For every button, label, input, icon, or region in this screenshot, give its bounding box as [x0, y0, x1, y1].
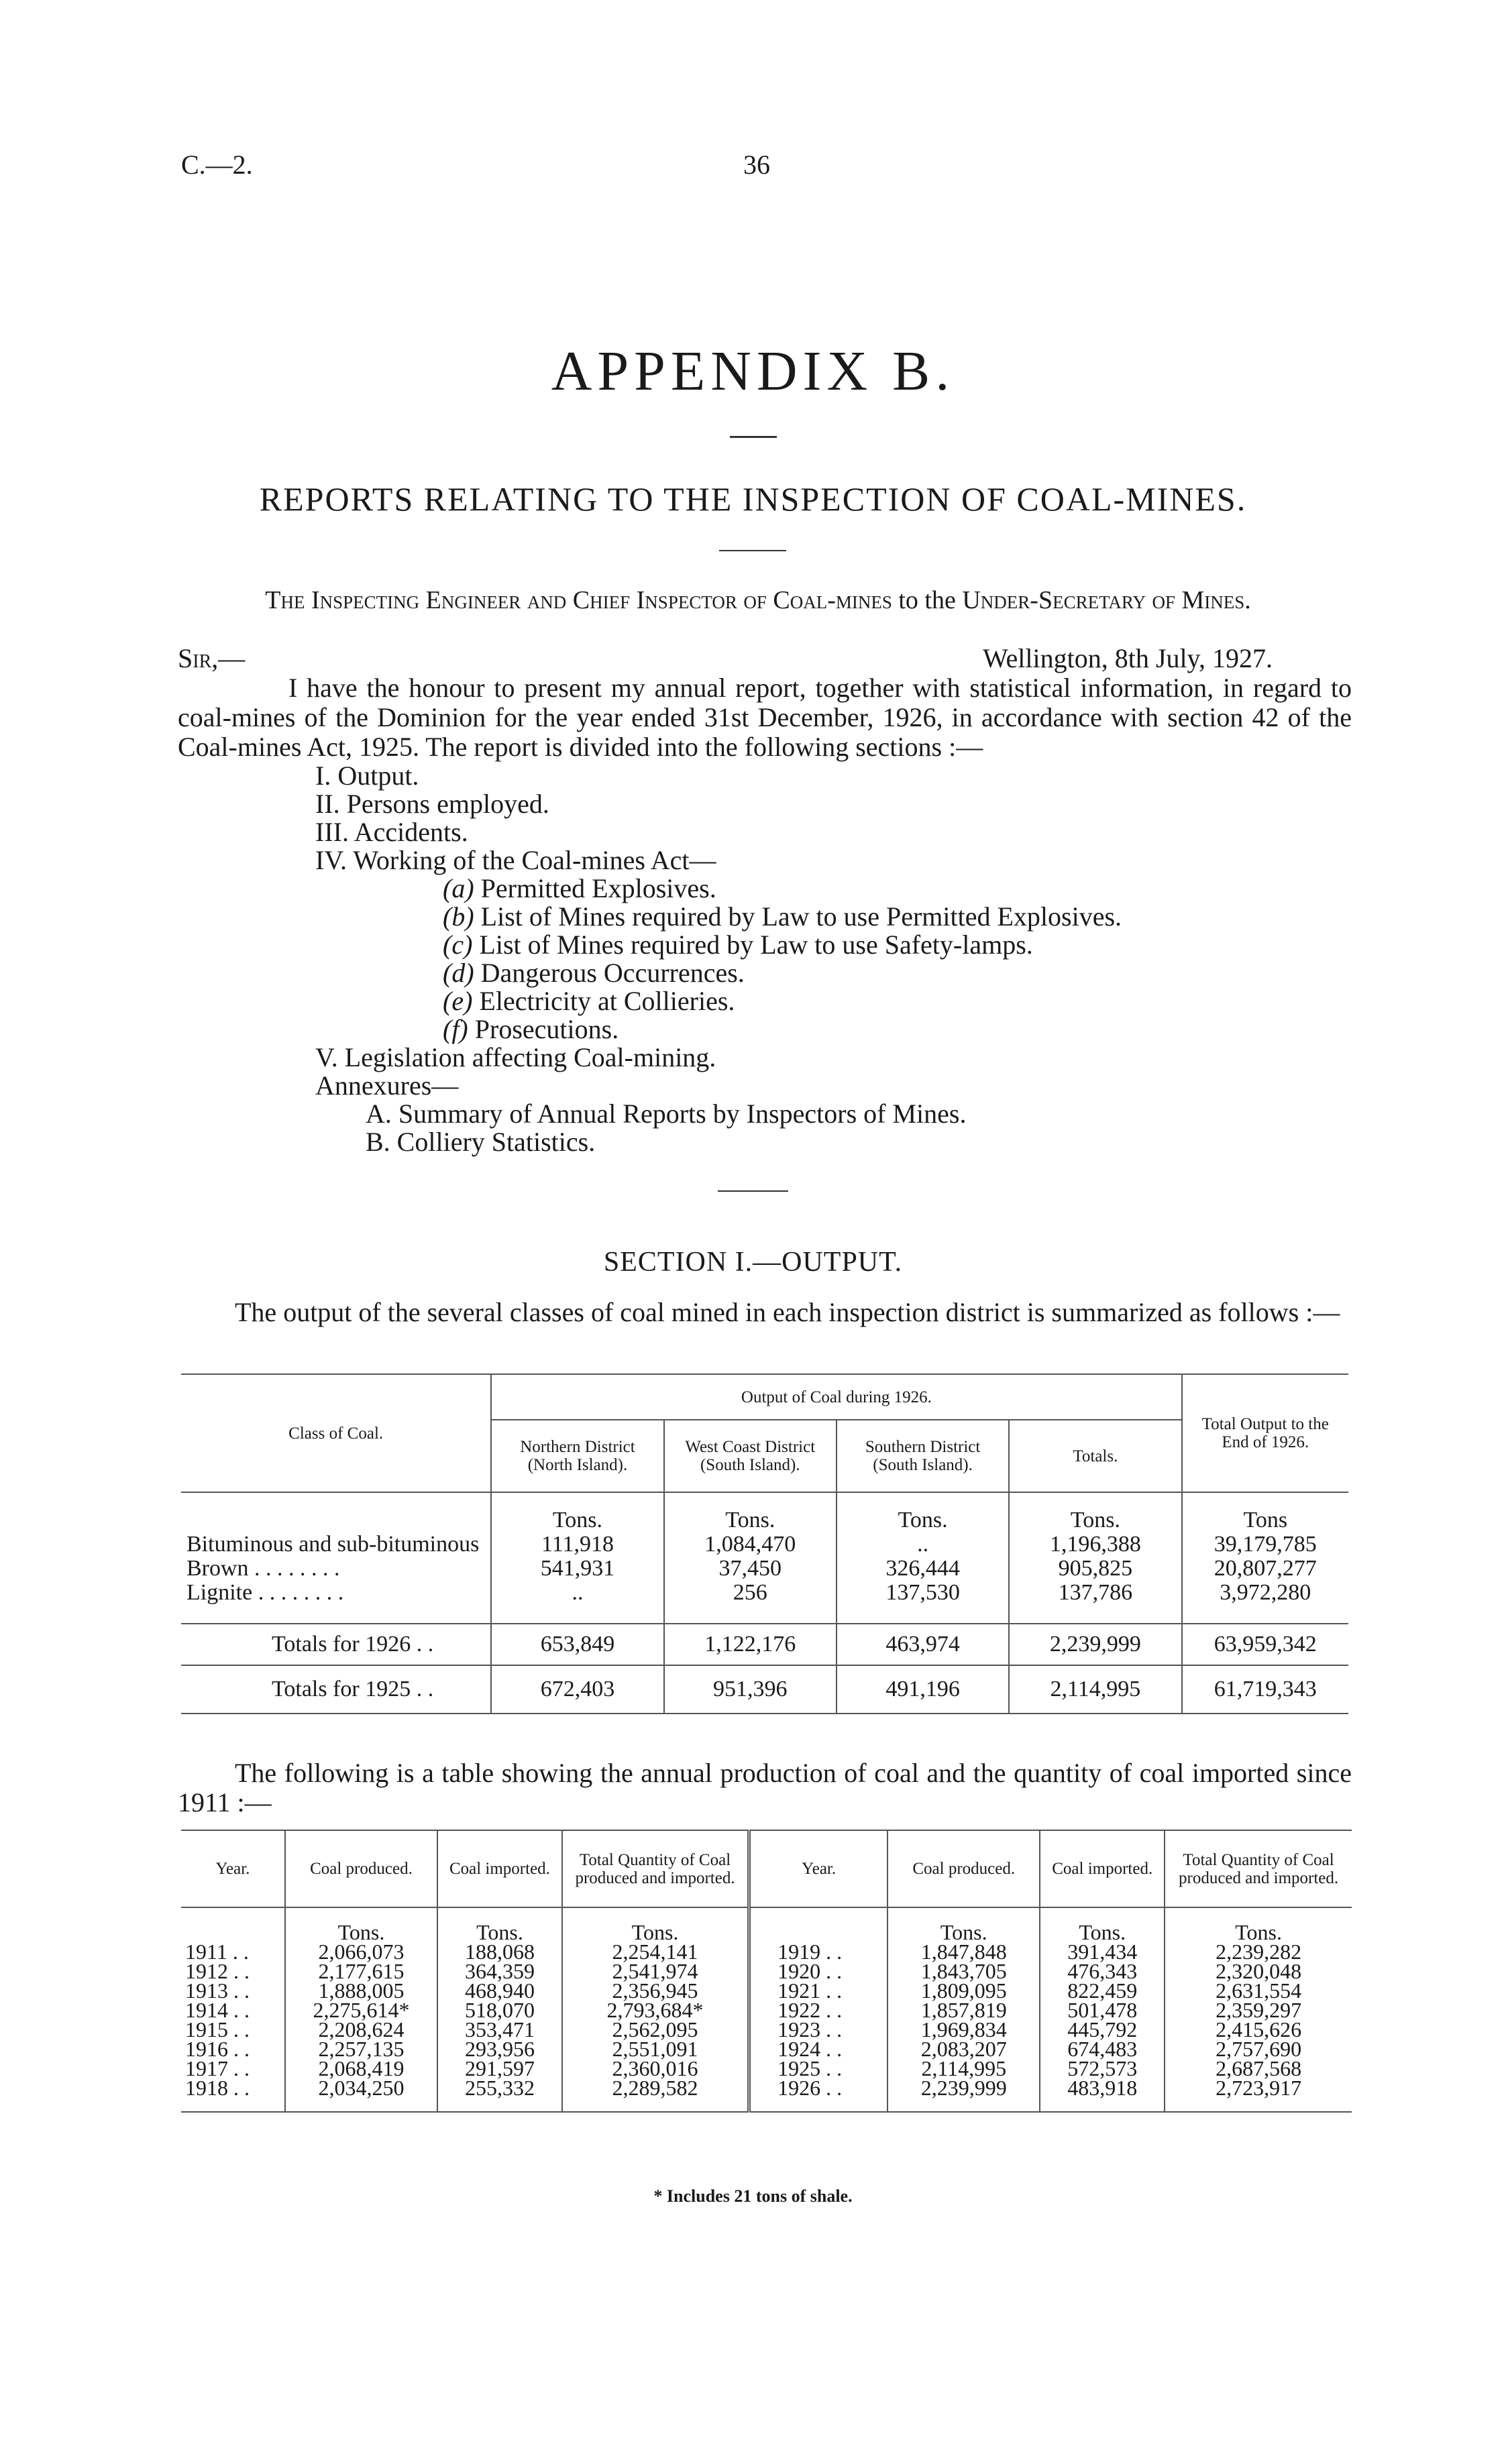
addressee-from: The Inspecting Engineer and Chief Inspector of Coal-mines — [265, 586, 892, 614]
section1-intro: The output of the several classes of coal mined in each inspection district is summarized as follows :— — [235, 1297, 1340, 1327]
northern-district-header: Northern District (North Island). — [491, 1420, 663, 1492]
units-row: Tons. Tons. Tons. Tons. Tons — [181, 1492, 1348, 1532]
table-row: 1916 . . 2,257,135 293,956 2,551,091 1924 . . 2,083,207 674,483 2,757,690 — [181, 2039, 1352, 2059]
addressee-to: Under-Secretary of Mines. — [962, 586, 1251, 614]
total-quantity-header: Total Quantity of Coal produced and imported. — [562, 1830, 749, 1907]
table-row: 1915 . . 2,208,624 353,471 2,562,095 1923 . . 1,969,834 445,792 2,415,626 — [181, 2020, 1352, 2039]
section-item: IV. Working of the Coal-mines Act— — [315, 845, 716, 875]
coal-imported-header: Coal imported. — [1040, 1830, 1165, 1907]
section-item: I. Output. — [315, 761, 419, 791]
addressee-line — [168, 583, 1348, 617]
total-quantity-header: Total Quantity of Coal produced and imported. — [1165, 1830, 1352, 1907]
appendix-title: APPENDIX B. — [551, 340, 955, 402]
annexure-item: B. Colliery Statistics. — [366, 1127, 596, 1157]
production-table — [181, 1830, 1352, 2113]
addressee-to-word: to the — [898, 586, 956, 614]
salutation: Sir,— — [178, 643, 246, 673]
table-row: Bituminous and sub-bituminous 111,918 1,084,470 .. 1,196,388 39,179,785 — [181, 1532, 1348, 1557]
section-item: III. Accidents. — [315, 817, 468, 847]
table-row: 1911 . . 2,066,073 188,068 2,254,141 1919 . . 1,847,848 391,434 2,239,282 — [181, 1942, 1352, 1962]
coal-imported-header: Coal imported. — [437, 1830, 562, 1907]
section-title: SECTION I.—OUTPUT. — [603, 1247, 903, 1278]
report-title: REPORTS RELATING TO THE INSPECTION OF COAL-MINES. — [259, 480, 1247, 518]
coal-produced-header: Coal produced. — [888, 1830, 1040, 1907]
year-header: Year. — [749, 1830, 888, 1907]
annexure-item: A. Summary of Annual Reports by Inspectors of Mines. — [366, 1099, 967, 1129]
annexures-label: Annexures— — [315, 1070, 459, 1101]
totals-1925-row: Totals for 1925 . . 672,403 951,396 491,196 2,114,995 61,719,343 — [181, 1665, 1348, 1714]
table-row: 1918 . . 2,034,250 255,332 2,289,582 1926 . . 2,239,999 483,918 2,723,917 — [181, 2078, 1352, 2112]
units-row: Tons. Tons. Tons. Tons. Tons. Tons. — [181, 1907, 1352, 1942]
west-coast-district-header: West Coast District (South Island). — [664, 1420, 837, 1492]
divider — [718, 1190, 788, 1192]
totals-1926-row: Totals for 1926 . . 653,849 1,122,176 463,974 2,239,999 63,959,342 — [181, 1624, 1348, 1665]
coal-produced-header: Coal produced. — [285, 1830, 437, 1907]
subsection-item: (b) List of Mines required by Law to use Permitted Explosives. — [443, 901, 1122, 932]
footnote: * Includes 21 tons of shale. — [653, 2186, 853, 2206]
section-item: V. Legislation affecting Coal-mining. — [315, 1042, 716, 1072]
document-reference: C.—2. — [181, 150, 253, 180]
southern-district-header: Southern District (South Island). — [837, 1420, 1009, 1492]
table-row: 1917 . . 2,068,419 291,597 2,360,016 1925 . . 2,114,995 572,573 2,687,568 — [181, 2059, 1352, 2078]
intro-paragraph: I have the honour to present my annual report, together with statistical information, in regard to coal-mines of the Dominion for the year ended 31st December, 1926, in accordance with section 42 of the Coal-mines Act, 1925. The report is divided into the following sections :— — [178, 673, 1352, 762]
subsection-item: (a) Permitted Explosives. — [443, 873, 716, 903]
totals-header: Totals. — [1009, 1420, 1181, 1492]
table2-intro: The following is a table showing the annual production of coal and the quantity of coal imported since 1911 :— — [178, 1758, 1352, 1817]
divider — [730, 436, 777, 438]
subsection-item: (c) List of Mines required by Law to use Safety-lamps. — [443, 930, 1033, 960]
divider — [719, 550, 786, 551]
table-row: 1913 . . 1,888,005 468,940 2,356,945 1921 . . 1,809,095 822,459 2,631,554 — [181, 1981, 1352, 2001]
class-of-coal-header: Class of Coal. — [181, 1374, 491, 1492]
output-table — [181, 1374, 1348, 1714]
year-header: Year. — [215, 1860, 250, 1878]
total-output-header: Total Output to the End of 1926. — [1182, 1374, 1348, 1492]
table-row: 1912 . . 2,177,615 364,359 2,541,974 1920 . . 1,843,705 476,343 2,320,048 — [181, 1962, 1352, 1981]
section-item: II. Persons employed. — [315, 789, 549, 819]
page-number: 36 — [743, 150, 770, 180]
table-row: Lignite . . . . . . . . .. 256 137,530 137,786 3,972,280 — [181, 1581, 1348, 1605]
output-1926-header: Output of Coal during 1926. — [491, 1374, 1181, 1420]
place-date: Wellington, 8th July, 1927. — [983, 643, 1273, 673]
table-row: 1914 . . 2,275,614* 518,070 2,793,684* 1922 . . 1,857,819 501,478 2,359,297 — [181, 2001, 1352, 2020]
subsection-item: (d) Dangerous Occurrences. — [443, 958, 745, 988]
subsection-item: (f) Prosecutions. — [443, 1014, 619, 1044]
subsection-item: (e) Electricity at Collieries. — [443, 986, 735, 1016]
table-row: Brown . . . . . . . . 541,931 37,450 326,444 905,825 20,807,277 — [181, 1557, 1348, 1581]
